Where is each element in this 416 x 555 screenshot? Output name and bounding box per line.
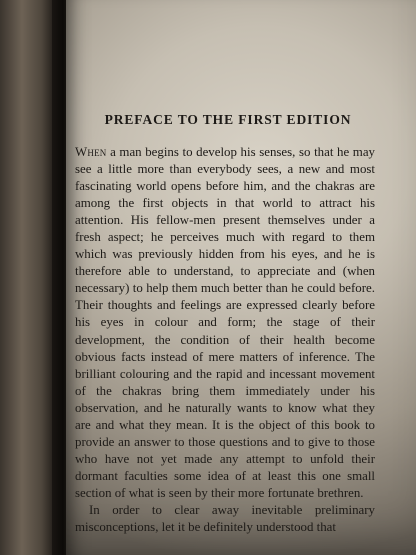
lead-word: When bbox=[75, 145, 107, 159]
left-page-edge bbox=[0, 0, 55, 555]
paragraph-2: In order to clear away inevitable preliminary misconceptions, let it be definitely understood that bbox=[75, 502, 375, 535]
chapter-heading: PREFACE TO THE FIRST EDITION bbox=[104, 112, 352, 127]
page-content bbox=[75, 112, 375, 536]
paragraph-1-text: a man begins to develop his senses, so that he may see a little more than everybody sees, a new and most fascinating world opens before him, and the chakras are among the first objects in that world to attract his attention. His fellow-men present themselves under a fresh aspect; he perceives much with regard to them which was previously hidden from his eyes, and he is therefore able to understand, to appreciate and (when necessary) to help them much better than he could before. Their thoughts and feelings are expressed clearly before his eyes in colour and form; the stage of their development, the condition of their health become obvious facts instead of mere matters of inference. The brilliant colouring and the rapid and incessant movement of the chakras bring them immediately under his observation, and he naturally wants to know what they are and what they mean. It is the object of this book to provide an answer to those questions and to give to those who have not yet made any attempt to unfold their dormant faculties some idea of at least this one small section of what is seen by their more fortunate brethren. bbox=[75, 145, 375, 500]
paragraph-1 bbox=[75, 144, 375, 502]
right-page bbox=[66, 0, 416, 555]
